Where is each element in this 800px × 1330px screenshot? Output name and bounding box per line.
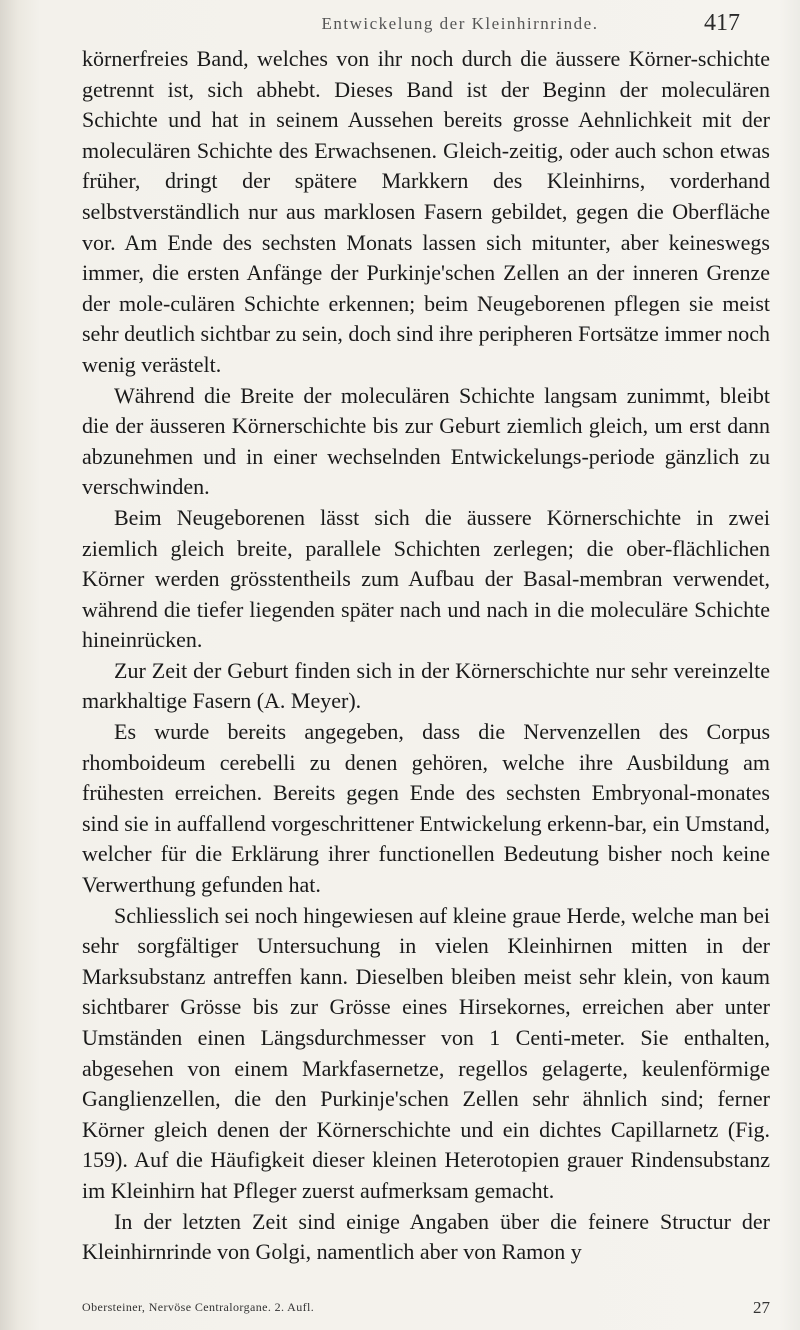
paragraph: Schliesslich sei noch hingewiesen auf kleine graue Herde, welche man bei sehr sorgfältiger Untersuchung in vielen Kleinhirnen mitten in der Marksubstanz antreffen kann. Dieselben bleiben meist sehr klein, von kaum sichtbarer Grösse bis zur Grösse eines Hirsekornes, erreichen aber unter Umständen einen Längsdurchmesser von 1 Centi-meter. Sie enthalten, abgesehen von einem Markfasernetze, regellos gelagerte, keulenförmige Ganglienzellen, die den Purkinje'schen Zellen sehr ähnlich sind; ferner Körner gleich denen der Körnerschichte und ein dichtes Capillarnetz (Fig. 159). Auf die Häufigkeit dieser kleinen Heterotopien grauer Rindensubstanz im Kleinhirn hat Pfleger zuerst aufmerksam gemacht.	[82, 902, 770, 1203]
paragraph: Es wurde bereits angegeben, dass die Nervenzellen des Corpus rhomboideum cerebelli zu denen gehören, welche ihre Ausbildung am frühesten erreichen. Bereits gegen Ende des sechsten Embryonal-monates sind sie in auffallend vorgeschrittener Entwickelung erkenn-bar, ein Umstand, welcher für die Erklärung ihrer functionellen Bedeutung bisher noch keine Verwerthung gefunden hat.	[82, 719, 770, 898]
signature-mark: 27	[753, 1298, 770, 1317]
publisher-line: Obersteiner, Nervöse Centralorgane. 2. Aufl.	[82, 1300, 315, 1314]
body-text	[82, 44, 770, 1268]
running-head	[0, 8, 800, 38]
paragraph: In der letzten Zeit sind einige Angaben über die feinere Structur der Kleinhirnrinde von Golgi, namentlich aber von Ramon y	[82, 1208, 770, 1265]
page-footer	[82, 1298, 770, 1322]
paragraph-continuation: körnerfreies Band, welches von ihr noch durch die äussere Körner-schichte getrennt ist, sich abhebt. Dieses Band ist der Beginn der moleculären Schichte und hat in seinem Aussehen bereits grosse Aehnlichkeit mit der moleculären Schichte des Erwachsenen. Gleich-zeitig, oder auch schon etwas früher, dringt der spätere Markkern des Kleinhirns, vorderhand selbstverständlich nur aus marklosen Fasern gebildet, gegen die Oberfläche vor. Am Ende des sechsten Monats lassen sich mitunter, aber keineswegs immer, die ersten Anfänge der Purkinje'schen Zellen an der inneren Grenze der mole-culären Schichte erkennen; beim Neugeborenen pflegen sie meist sehr deutlich sichtbar zu sein, doch sind ihre peripheren Fortsätze immer noch wenig verästelt.	[82, 46, 770, 377]
paragraph: Während die Breite der moleculären Schichte langsam zunimmt, bleibt die der äusseren Körnerschichte bis zur Geburt ziemlich gleich, um erst dann abzunehmen und in einer wechselnden Entwickelungs-periode gänzlich zu verschwinden.	[82, 382, 770, 500]
page-number: 417	[704, 10, 740, 36]
paragraph: Zur Zeit der Geburt finden sich in der Körnerschichte nur sehr vereinzelte markhaltige Fasern (A. Meyer).	[82, 657, 770, 714]
running-title: Entwickelung der Kleinhirnrinde.	[321, 14, 599, 33]
paragraph: Beim Neugeborenen lässt sich die äussere Körnerschichte in zwei ziemlich gleich breite, parallele Schichten zerlegen; die ober-flächlichen Körner werden grösstentheils zum Aufbau der Basal-membran verwendet, während die tiefer liegenden später nach und nach in die moleculäre Schichte hineinrücken.	[82, 504, 770, 653]
